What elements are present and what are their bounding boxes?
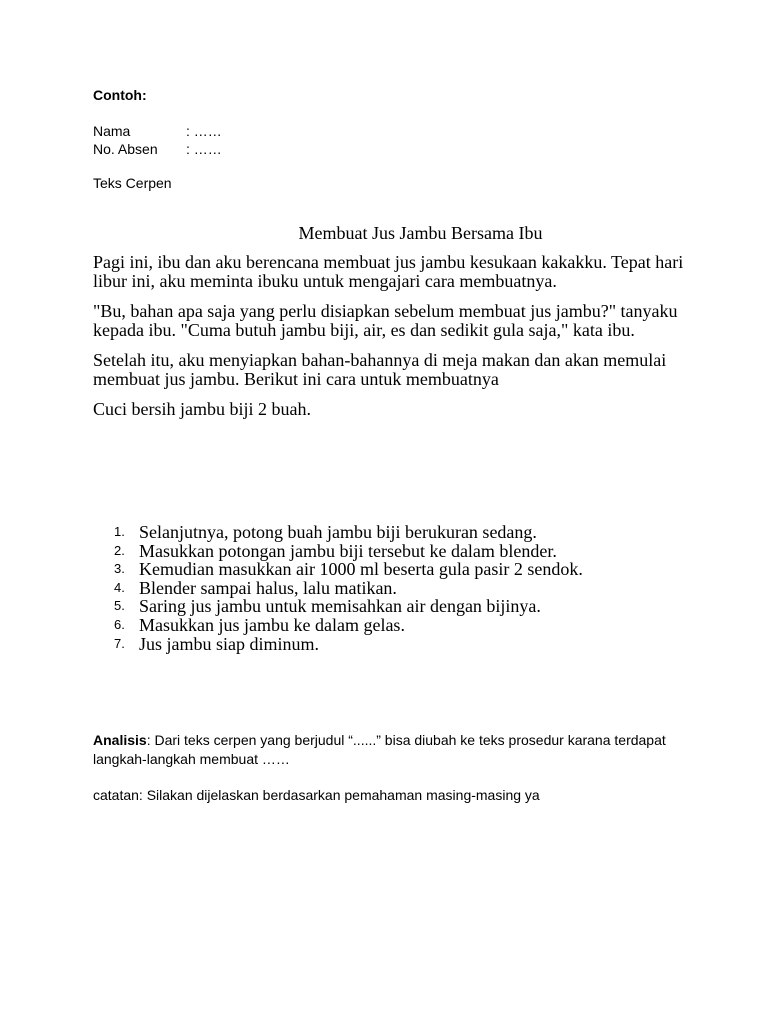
step-number: 3. — [114, 561, 125, 577]
step-item — [93, 597, 713, 616]
step-text: Jus jambu siap diminum. — [139, 633, 319, 654]
analysis-text: : Dari teks cerpen yang berjudul “......” bisa diubah ke teks prosedur karana terdapat langkah-langkah membuat …… — [93, 732, 666, 767]
analysis-label: Analisis — [93, 732, 147, 748]
step-item — [93, 542, 713, 561]
absence-number-field-value: : …… — [186, 141, 222, 157]
step-text: Kemudian masukkan air 1000 ml beserta gula pasir 2 sendok. — [139, 559, 583, 580]
step-item — [93, 560, 713, 579]
step-text: Masukkan potongan jambu biji tersebut ke dalam blender. — [139, 540, 557, 561]
step-item — [93, 616, 713, 635]
procedure-steps-list — [93, 523, 713, 653]
step-text: Saring jus jambu untuk memisahkan air dengan bijinya. — [139, 596, 541, 617]
step-number: 7. — [114, 635, 125, 651]
story-paragraph: "Bu, bahan apa saja yang perlu disiapkan sebelum membuat jus jambu?" tanyaku kepada ibu. "Cuma butuh jambu biji, air, es dan sedikit gula saja," kata ibu. — [93, 301, 678, 340]
step-number: 5. — [114, 598, 125, 614]
name-field-label: Nama — [93, 123, 131, 139]
story-title-text: Membuat Jus Jambu Bersama Ibu — [298, 223, 543, 243]
step-item — [93, 635, 713, 654]
absence-number-field-label: No. Absen — [93, 141, 158, 157]
step-number: 2. — [114, 542, 125, 558]
step-text: Masukkan jus jambu ke dalam gelas. — [139, 614, 405, 635]
absence-number-field — [93, 140, 222, 158]
step-item — [93, 523, 713, 542]
step-item — [93, 579, 713, 598]
story-paragraph: Setelah itu, aku menyiapkan bahan-bahannya di meja makan dan akan memulai membuat jus jambu. Berikut ini cara untuk membuatnya — [93, 350, 667, 389]
name-field-value: : …… — [186, 123, 222, 139]
step-number: 6. — [114, 616, 125, 632]
story-paragraph: Pagi ini, ibu dan aku berencana membuat jus jambu kesukaan kakakku. Tepat hari libur ini, aku meminta ibuku untuk mengajari cara membuatnya. — [93, 252, 684, 291]
story-body — [93, 253, 693, 430]
story-title — [93, 223, 748, 244]
text-type-label: Teks Cerpen — [93, 175, 172, 191]
example-heading: Contoh: — [93, 87, 147, 103]
step-text: Selanjutnya, potong buah jambu biji berukuran sedang. — [139, 522, 537, 542]
step-number: 4. — [114, 579, 125, 595]
name-field — [93, 122, 222, 140]
story-paragraph: Cuci bersih jambu biji 2 buah. — [93, 399, 311, 419]
step-text: Blender sampai halus, lalu matikan. — [139, 577, 397, 598]
note-text: catatan: Silakan dijelaskan berdasarkan pemahaman masing-masing ya — [93, 787, 540, 803]
step-number: 1. — [114, 524, 125, 539]
analysis-paragraph — [93, 731, 723, 769]
